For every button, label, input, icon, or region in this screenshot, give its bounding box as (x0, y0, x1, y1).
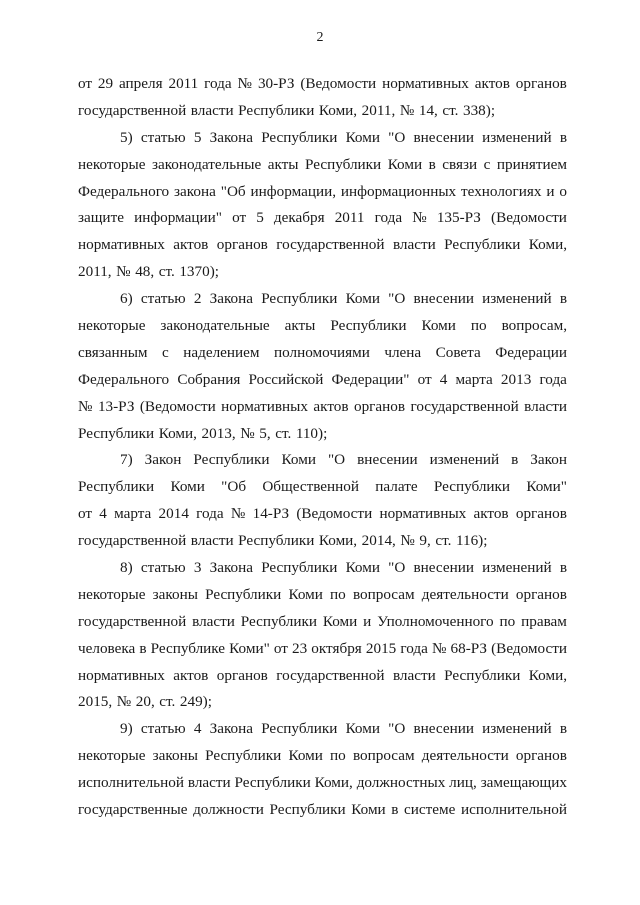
text-line: государственные должности Республики Коми в системе исполнительной (78, 801, 567, 819)
text-line: Республики Коми "Об Общественной палате Республики Коми" (78, 478, 567, 496)
text-line: некоторые законы Республики Коми по вопросам деятельности органов (78, 585, 567, 603)
text-line: от 4 марта 2014 года № 14-РЗ (Ведомости нормативных актов органов (78, 505, 567, 523)
document-body (78, 71, 567, 824)
text-line: государственной власти Республики Коми, 2011, № 14, ст. 338); (78, 101, 496, 119)
text-line: 8) статью 3 Закона Республики Коми "О внесении изменений в (120, 559, 567, 577)
text-line: 2011, № 48, ст. 1370); (78, 263, 219, 281)
text-line: 2015, № 20, ст. 249); (78, 693, 212, 711)
text-line: № 13-РЗ (Ведомости нормативных актов органов государственной власти (78, 397, 567, 415)
text-line: Федерального закона "Об информации, информационных технологиях и о (78, 182, 567, 200)
text-line: Республики Коми, 2013, № 5, ст. 110); (78, 424, 328, 442)
text-line: человека в Республике Коми" от 23 октября 2015 года № 68-РЗ (Ведомости (78, 639, 567, 657)
text-line: некоторые законодательные акты Республики Коми в связи с принятием (78, 155, 567, 173)
text-line: нормативных актов органов государственной власти Республики Коми, (78, 236, 567, 254)
text-line: 9) статью 4 Закона Республики Коми "О внесении изменений в (120, 720, 567, 738)
text-line: Федерального Собрания Российской Федерации" от 4 марта 2013 года (78, 370, 567, 388)
text-line: 5) статью 5 Закона Республики Коми "О внесении изменений в (120, 128, 567, 146)
page-number: 2 (316, 30, 324, 45)
text-line: 7) Закон Республики Коми "О внесении изменений в Закон (120, 451, 567, 469)
text-line: 6) статью 2 Закона Республики Коми "О внесении изменений в (120, 290, 567, 308)
text-line: от 29 апреля 2011 года № 30-РЗ (Ведомости нормативных актов органов (78, 75, 567, 92)
text-line: связанным с наделением полномочиями члена Совета Федерации (78, 343, 567, 361)
text-line: государственной власти Республики Коми, 2014, № 9, ст. 116); (78, 532, 488, 550)
text-line: некоторые законы Республики Коми по вопросам деятельности органов (78, 747, 567, 765)
text-line: исполнительной власти Республики Коми, должностных лиц, замещающих (78, 774, 567, 792)
text-line: государственной власти Республики Коми и Уполномоченного по правам (78, 612, 567, 630)
text-line: нормативных актов органов государственной власти Республики Коми, (78, 666, 567, 684)
text-line: защите информации" от 5 декабря 2011 года № 135-РЗ (Ведомости (78, 209, 567, 227)
text-line: некоторые законодательные акты Республики Коми по вопросам, (78, 317, 567, 335)
